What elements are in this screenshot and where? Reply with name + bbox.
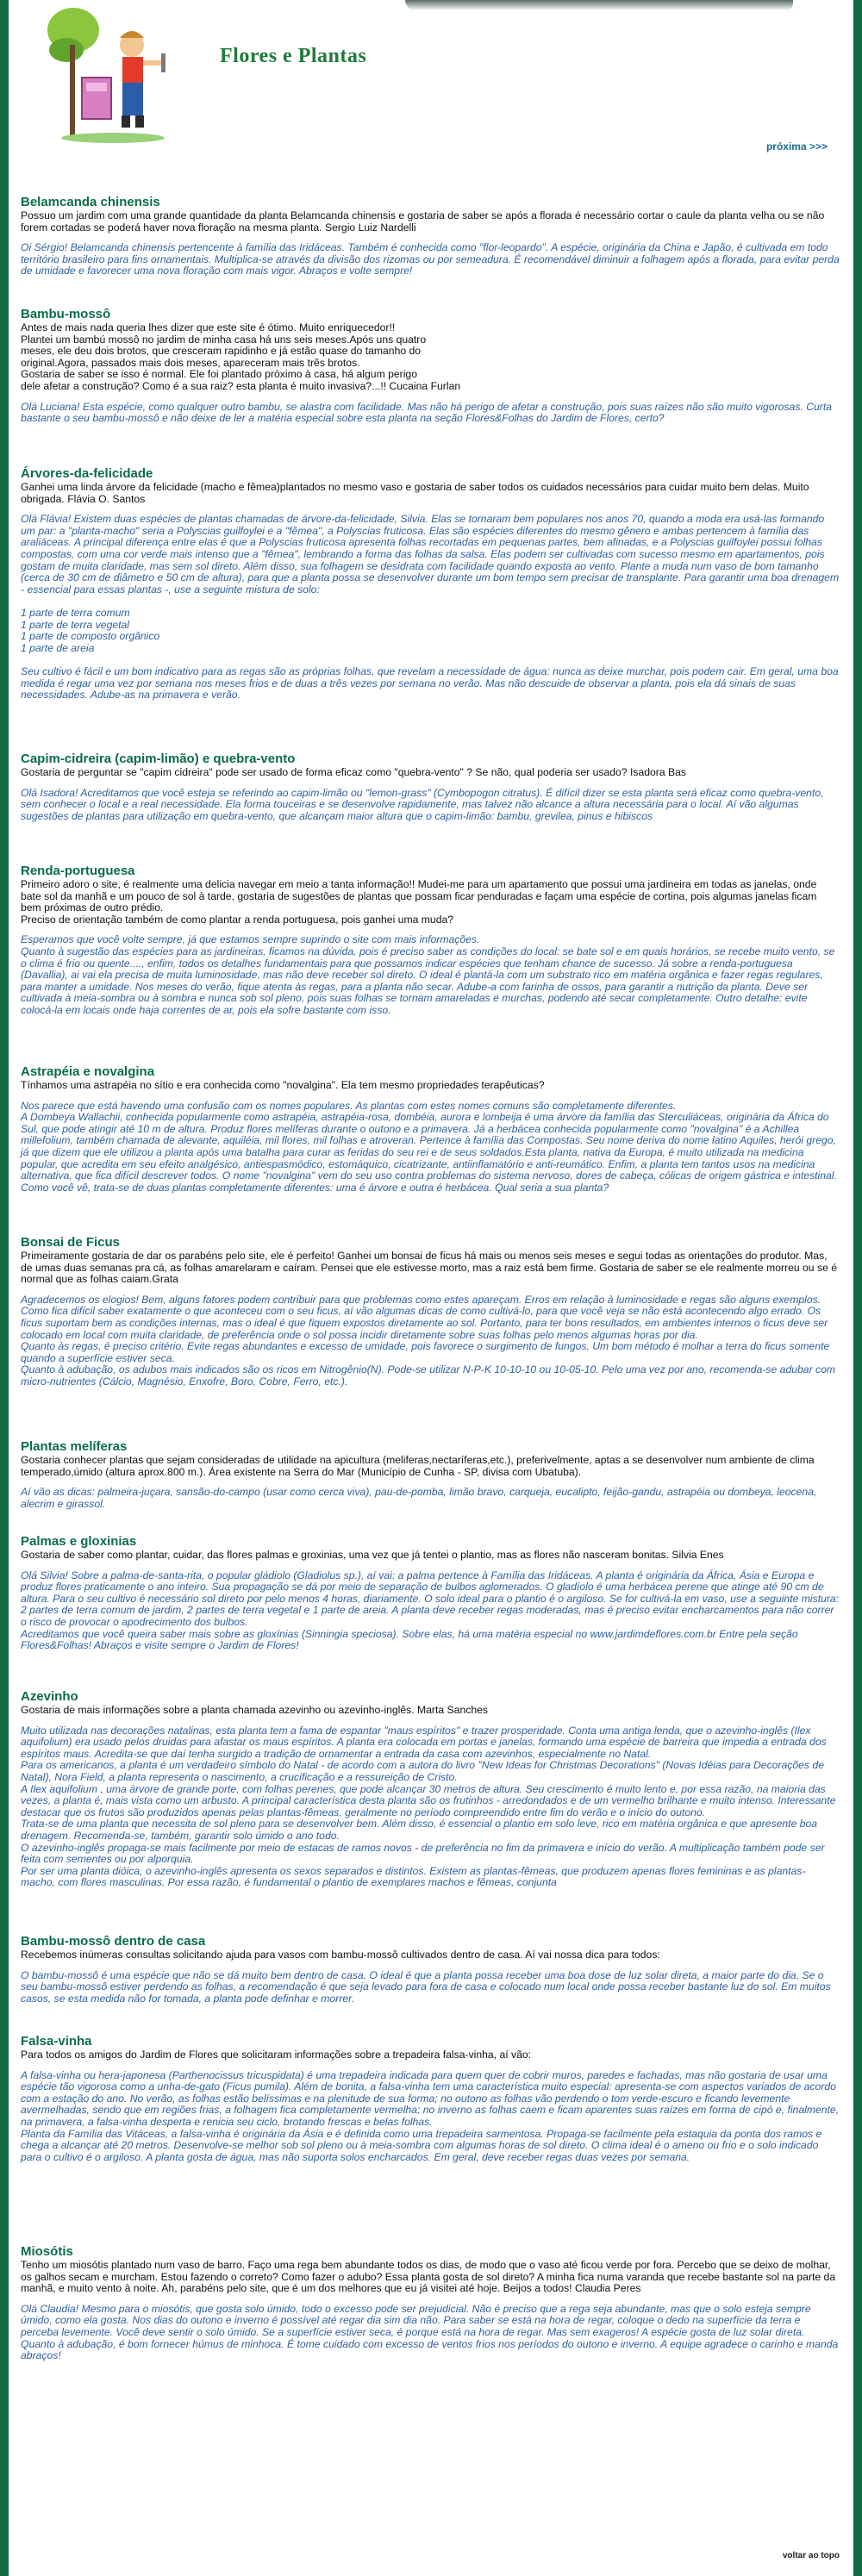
left-border [0, 0, 9, 2576]
faq-question: Antes de mais nada queria lhes dizer que este site é ótimo. Muito enriquecedor!! Plantei um bambú mossô no jardim de minha casa há uns seis meses.Após uns quatro meses, ele deu dois brotos, que cresceram rapidinho e já estão quase do tamanho do original.Agora, passados mais dois meses, apareceram mais três brotos. Gostaria de saber se isso é normal. Ele foi plantado próximo à casa, há algum perigo dele afetar a construção? Como é a sua raiz? esta planta é muito invasiva?...!! Cucaina Furlan [21, 321, 461, 392]
faq-title: Árvores-da-felicidade [21, 466, 153, 481]
faq-question: Primeiro adoro o site, é realmente uma delicia navegar em meio a tanta informação!! Mudei-me para um apartamento que possui uma jardineira em todas as janelas, onde bate sol da manhã e um pouco de sol à tarde, gostaria de sugestões de plantas que possam ficar penduradas e façam uma espécie de cortina, pois algumas janelas ficam bem próximas de outro prédio. Preciso de orientação também de como plantar a renda portuguesa, pois ganhei uma muda? [21, 878, 817, 926]
faq-item [21, 307, 840, 425]
faq-answer: Olá Claudia! Mesmo para o miosótis, que gosta solo úmido, todo o excesso pode ser prejudicial. Não é preciso que a rega seja abundante, mas que o solo esteja sempre úmido, como ela gosta. Nos dias do outono e inverno é possível até regar dia sim dia não. Para saber se está na hora de regar, coloque o dedo na superfície da terra e perceba levemente. Você deve sentir o solo úmido. Se a superfície estiver seca, é porque está na hora de regar. Mas sem exageros! A espécie gosta de luz solar direta. Quanto à adubação, é bom fornecer húmus de minhoca. É tome cuidado com excesso de ventos frios nos períodos do outono e inverno. A equipe agradece o carinho e manda abraços! [21, 2302, 839, 2362]
faq-answer: O bambu-mossô é uma espécie que não se dá muito bem dentro de casa. O ideal é que a planta possa receber uma boa dose de luz solar direta, a maior parte do dia. Se o seu bambu-mossô estiver perdendo as folhas, a recomendação é que seja levado para fora de casa e colocado num local onde possa receber bastante luz do sol. Em muitos casos, se esta medida não for tomada, a planta pode definhar e morrer. [21, 1968, 831, 2005]
faq-title: Palmas e gloxinias [21, 1534, 137, 1549]
page-header [34, 0, 810, 147]
right-border [853, 0, 862, 2576]
faq-item [21, 1235, 840, 1388]
faq-item [21, 195, 840, 278]
faq-title: Astrapéia e novalgina [21, 1064, 155, 1079]
faq-question: Recebemos inúmeras consultas solicitando ajuda para vasos com bambu-mossô cultivados dentro de casa. Aí vai nossa dica para todos: [21, 1949, 660, 1961]
faq-answer: Aí vão as dicas: palmeira-juçara, sansão-do-campo (usar como cerca viva), pau-de-pomba, limão bravo, carqueja, eucalipto, feijão-gandu, astrapéia ou dombeya, leocena, alecrim e girassol. [21, 1486, 817, 1510]
faq-question: Possuo um jardim com uma grande quantidade da planta Belamcanda chinensis e gostaria de saber se após a florada é necessário cortar o caule da planta velha ou se não forem cortadas se poderá haver nova floração na mesma planta. Sergio Luiz Nardelli [21, 209, 825, 234]
faq-question: Gostaria de saber como plantar, cuidar, das flores palmas e groxinias, uma vez que já tentei o plantio, mas as flores não nasceram bonitas. Silvia Enes [21, 1549, 724, 1561]
faq-title: Plantas melíferas [21, 1439, 128, 1454]
faq-question: Ganhei uma linda árvore da felicidade (macho e fêmea)plantados no mesmo vaso e gostaria de saber todos os cuidados necessários para cuidar muito bem delas. Muito obrigada. Flávia O. Santos [21, 481, 809, 505]
faq-title: Bonsai de Ficus [21, 1235, 121, 1250]
faq-answer: Esperamos que você volte sempre, já que estamos sempre suprindo o site com mais informações. Quanto à sugestão das espécies para as jardineiras, ficamos na dúvida, pois é preciso saber as condições do local: se bate sol e em quais horários, se recebe muito vento, se o clima é frio ou quente...., enfim, todos os detalhes fundamentais para que possamos indicar espécies que tenham chance de sucesso. Já sobre a renda-portuguesa (Davallia), ai vai ela precisa de muita luminosidade, mas não deve receber sol direto. O ideal é plantá-la com um substrato rico em matéria orgânica e fazer regas regulares, para manter a umidade. Nos meses do verão, fique atenta às regas, para a planta não secar. Adube-a com farinha de ossos, para garantir a nutrição da planta. Deve ser cultivada à meia-sombra ou à sombra e nunca sob sol pleno, pois suas folhas se tornam amareladas e murchas, podendo até secar completamente. Outro detalhe: evite colocá-la em locais onde haja correntes de ar, pois ela sofre bastante com isso. [21, 933, 835, 1016]
back-to-top-link[interactable]: voltar ao topo [782, 2551, 840, 2560]
faq-answer: Nos parece que está havendo uma confusão com os nomes populares. As plantas com estes nomes comuns são completamente diferentes. A Dombeya Wallachii, conhecida popularmente como astrapéia, astrapéia-rosa, dombéia, aurora e lombeija é uma árvore da família das Sterculiáceas, originária da África do Sul, que pode atingir até 10 m de altura. Produz flores melíferas durante o outono e a primavera. Já a herbácea conhecida popularmente como "novalgina" é a Achillea millefolium, também chamada de alevante, aquiléia, mil flores, mil folhas e atroveran. Pertence à família das Compostas. Seu nome deriva do nome latino Aquiles, herói grego, já que dizem que ele utilizou a planta após uma batalha para curar as feridas do seu rei e de seus soldados.Esta planta, nativa da Europa, é muito utilizada na medicina popular, que acredita em seu efeito analgésico, antiespasmódico, estomáquico, cicatrizante, antiinflamatório e anti-reumático. Enfim, a planta tem tantos usos na medicina alternativa, que fica difícil descrever todos. O nome "novalgina" vem do seu uso contra problemas do sistema nervoso, dores de cabeça, cólicas de origem gástrica e intestinal. Como você vê, trata-se de duas plantas completamente diferentes: uma é árvore e outra é herbácea. Qual seria a sua planta? [21, 1099, 837, 1194]
faq-title: Renda-portuguesa [21, 864, 135, 878]
faq-item [21, 2244, 840, 2362]
faq-question: Tenho um miosótis plantado num vaso de barro. Faço uma rega bem abundante todos os dias, de modo que o vaso até ficou verde por fora. Percebo que se deixo de molhar, os galhos secam e murcham. Estou fazendo o correto? Como fazer o adubo? Essa planta gosta de sol direto? A minha fica numa varanda que recebe bastante sol na parte da manhã, e muito vento à noite. Ah, parabéns pelo site, que é um dos melhores que eu já visitei até hoje. Beijos a todos! Claudia Peres [21, 2259, 836, 2295]
faq-title: Miosótis [21, 2244, 73, 2259]
faq-question: Para todos os amigos do Jardim de Flores que solicitaram informações sobre a trepadeira falsa-vinha, aí vão: [21, 2049, 532, 2061]
faq-answer: Olá Flávia! Existem duas espécies de plantas chamadas de árvore-da-felicidade, Silvia. Elas se tornaram bem populares nos anos 70, quando a moda era usá-las formando um par: a "planta-macho" seria a Polyscias guilfoylei e a "fêmea", a Polyscias fruticosa. Elas são espécies diferentes do mesmo gênero e ambas pertencem à família das araliáceas. A principal diferença entre elas é que a Polyscias fruticosa apresenta folhas recortadas em pequenas partes, bem afinadas, e a Polyscias guilfoylei possui folhas compostas, com uma cor verde mais intenso que a "fêmea", lembrando a forma das folhas da salsa. Elas podem ser cultivadas com sucesso mesmo em apartamentos, pois gostam de muita claridade, mas sem sol direto. Além disso, sua folhagem se desidrata com facilidade quando exposta ao vento. Plante a muda num vaso de bom tamanho (cerca de 30 cm de diâmetro e 50 cm de altura), para que a planta possa se desenvolver durante um bom tempo sem precisar de transplante. Para garantir uma boa drenagem - essencial para essas plantas -, use a seguinte mistura de solo: 1 parte de terra comum 1 parte de terra vegetal 1 parte de composto orgânico 1 parte de areia Seu cultivo é fácil e um bom indicativo para as regas são as próprias folhas, que revelam a necessidade de água: nunca as deixe murchar, pois podem cair. Em geral, uma boa medida é regar uma vez por semana nos meses frios e de duas a três vezes por semana no verão. Mas não descuide de observar a planta, pois ela dá sinais de suas necessidades. Adube-as na primavera e verão. [21, 513, 840, 702]
faq-item [21, 466, 840, 702]
faq-question: Gostaria de perguntar se "capim cidreira" pode ser usado de forma eficaz como "quebra-vento" ? Se não, qual poderia ser usado? Isadora Bas [21, 766, 687, 778]
faq-answer: A falsa-vinha ou hera-japonesa (Parthenocissus tricuspidata) é uma trepadeira indicada para quem quer de cobrir muros, paredes e fachadas, mas não gostaria de usar uma espécie tão vigorosa como a unha-de-gato (Ficus pumila). Além de bonita, a falsa-vinha tem uma característica muito especial: apresenta-se com aspectos variados de acordo com a estação do ano. No verão, as folhas estão belíssimas e na plenitude de sua forma; no outono as folhas vão perdendo o tom verde-escuro e ficando levemente avermelhadas, sendo que em regiões frias, a folhagem fica completamente vermelha; no inverno as folhas caem e ficam aparentes suas raízes em forma de cipó e, finalmente, na primavera, a falsa-vinha desperta e renicia seu ciclo, brotando frescas e belas folhas. Planta da Família das Vitáceas, a falsa-vinha é originária da Ásia e é definida como uma trepadeira sarmentosa. Propaga-se facilmente pela estaquia da ponta dos ramos e chega a alcançar até 20 metros. Desenvolve-se melhor sob sol pleno ou à meia-sombra com algumas horas de sol direto. O clima ideal é o ameno ou frio e o solo indicado para o cultivo é o argiloso. A planta gosta de água, mas não suporta solos encharcados. Em geral, deve receber regas duas vezes por semana. [21, 2068, 840, 2163]
faq-question: Gostaria de mais informações sobre a planta chamada azevinho ou azevinho-inglês. Marta Sanches [21, 1704, 488, 1716]
faq-answer: Olá Isadora! Acreditamos que você esteja se referindo ao capim-limão ou "lemon-grass" (Cymbopogon citratus). É difícil dizer se esta planta será eficaz como quebra-vento, sem conhecer o local e a real necessidade. Ela forma touceiras e se desenvolve rapidamente, mas talvez não alcance a altura necessária para o local. Aí vão algumas sugestões de plantas para utilização em quebra-vento, que alcançam maior altura que o capim-limão: bambu, grevilea, pinus e hibiscos [21, 786, 824, 822]
faq-answer: Oi Sérgio! Belamcanda chinensis pertencente à família das Iridáceas. Também é conhecida como "flor-leopardo". A espécie, originária da China e Japão, é cultivada em todo território brasileiro para fins ornamentais. Multiplica-se através da divisão dos rizomas ou por semeadura. É recomendável diminuir a folhagem após a florada, para evitar perda de umidade e favorecer uma nova floração com mais vigor. Abraços e volte sempre! [21, 241, 840, 278]
faq-title: Bambu-mossô dentro de casa [21, 1934, 206, 1949]
faq-item [21, 1064, 840, 1194]
faq-item [21, 752, 840, 822]
faq-answer: Muito utilizada nas decorações natalinas, esta planta tem a fama de espantar "maus espíritos" e trazer prosperidade. Conta uma antiga lenda, que o azevinho-inglês (Ilex aquifolium) era usado pelos druidas para afastar os maus espíritos. A planta era colocada em portas e janelas, formando uma espécie de barreira que impedia a entrada dos espíritos maus. Acredita-se que daí tenha surgido a tradição de ornamentar a entrada da casa com azevinhos, especialmente no Natal. Para os americanos, a planta é um verdadeiro símbolo do Natal - de acordo com a autora do livro "New Ideas for Christmas Decorations" (Novas Idéias para Decorações de Natal), Nora Field, a planta representa o nascimento, a crucificação e a ressureição de Cristo. A Ilex aquifolium , uma árvore de grande porte, com folhas perenes, que pode alcançar 30 metros de altura. Seu crescimento é muito lento e, por essa razão, na maioria das vezes, a planta é, mais vista como um arbusto. A principal característica desta planta são os frutinhos - arredondados e de um vermelho brilhante e muito intenso. Interessante destacar que os frutos são produzidos apenas pelas plantas-fêmeas, geralmente no período compreendido entre fim do verão e o início do outono. Trata-se de uma planta que necessita de sol pleno para se desenvolver bem. Além disso, é essencial o plantio em solo leve, rico em matéria orgânica e que apresente boa drenagem. Recomenda-se, também, garantir solo úmido o ano todo. O azevinho-inglês propaga-se mais facilmente por meio de estacas de ramos novos - de preferência no fim da primavera e início do verão. A multiplicação também pode ser feita com sementes ou por alporquia. Por ser uma planta dióica, o azevinho-inglês apresenta os sexos separados e distintos. Existem as plantas-fêmeas, que produzem apenas flores femininas e as plantas-macho, com flores masculinas. Por essa razão, é fundamental o plantio de exemplares machos e fêmeas, conjunta [21, 1724, 836, 1889]
faq-title: Bambu-mossô [21, 307, 111, 321]
faq-title: Falsa-vinha [21, 2034, 92, 2049]
faq-title: Belamcanda chinensis [21, 195, 160, 209]
faq-item [21, 2034, 840, 2163]
faq-answer: Olá Luciana! Esta espécie, como qualquer outro bambu, se alastra com facilidade. Mas não há perigo de afetar a construção, pois suas raízes não são muito vigorosas. Curta bastante o seu bambu-mossô e não deixe de ler a matéria especial sobre esta planta na seção Flores&Folhas do Jardim de Flores, certo? [21, 400, 832, 425]
faq-item [21, 1689, 840, 1889]
next-page-link[interactable]: próxima >>> [765, 140, 828, 153]
faq-answer: Agradecemos os elogios! Bem, alguns fatores podem contribuir para que problemas como estes apareçam. Erros em relação à luminosidade e regas são alguns exemplos. Como fica difícil saber exatamente o que aconteceu com o seu ficus, aí vão algumas dicas de como cultivá-lo, para que você veja se não está acontecendo algo errado. Os ficus suportam bem as condições internas, mas o ideal é que fiquem expostos diretamente ao sol. Portanto, para ter bons resultados, em ambientes internos o ficus deve ser colocado em local com muita claridade, de preferência onde o sol possa incidir diretamente sobre suas folhas pelo menos algumas horas por dia. Quanto às regas, é preciso critério. Evite regas abundantes e excesso de umidade, pois favorece o surgimento de fungos. Um bom método é molhar a terra do ficus somente quando a superfície estiver seca. Quanto à adubação, os adubos mais indicados são os ricos em Nitrogênio(N). Pode-se utilizar N-P-K 10-10-10 ou 10-05-10. Pelo uma vez por ano, recomenda-se adubar com micro-nutrientes (Cálcio, Magnésio, Enxofre, Boro, Cobre, Ferro, etc.). [21, 1293, 836, 1388]
faq-title: Azevinho [21, 1689, 78, 1704]
site-logo [47, 0, 177, 147]
faq-item [21, 1534, 840, 1652]
faq-question: Tínhamos uma astrapéia no sítio e era conhecida como "novalgina". Ela tem mesmo propriedades terapêuticas? [21, 1079, 545, 1091]
faq-item [21, 1934, 840, 2005]
faq-item [21, 864, 840, 1017]
faq-question: Primeiramente gostaria de dar os parabéns pelo site, ele é perfeito! Ganhei um bonsai de ficus há mais ou menos seis meses e segui todas as orientações do produtor. Mas, de umas duas semanas pra cá, as folhas amarelaram e caíram. Pensei que ele estivesse morto, mas a raiz está bem firme. Gostaria de saber se ele realmente morreu ou se é normal que as folhas caiam.Grata [21, 1250, 838, 1286]
site-title: Flores e Plantas [220, 45, 367, 67]
faq-question: Gostaria conhecer plantas que sejam consideradas de utilidade na apicultura (meliferas,nectaríferas,etc.), preferivelmente, aptas a se desenvolver num ambiente de clima temperado,úmido (altura aprox.800 m.). Área existente na Serra do Mar (Município de Cunha - SP, divisa com Ubatuba). [21, 1454, 815, 1478]
faq-title: Capim-cidreira (capim-limão) e quebra-vento [21, 752, 296, 766]
faq-item [21, 1439, 840, 1510]
gardener-mascot-icon [47, 0, 177, 147]
faq-answer: Olá Silvia! Sobre a palma-de-santa-rita, o popular gládiolo (Gladiolus sp.), aí vai: a palma pertence à Família das Iridáceas. A planta é originária da África, Ásia e Europa e produz flores praticamente o ano inteiro. Sua propagação se dá por meio de separação de bulbos aglomerados. O gladíolo é uma herbácea perene que atinge até 90 cm de altura. Para o seu cultivo é necessário sol direto por pelo menos 4 horas, diariamente. O solo ideal para o plantio é o argiloso. Se for cultivá-la em vaso, use a seguinte mistura: 2 partes de terra comum de jardim, 2 partes de terra vegetal e 1 parte de areia. A planta deve receber regas moderadas, mas é preciso evitar encharcamentos para não correr o risco de provocar o apodrecimento dos bulbos. Acreditamos que você queira saber mais sobre as gloxínias (Sinningia speciosa). Sobre elas, há uma matéria especial no www.jardimdeflores.com.br Entre pela seção Flores&Folhas! Abraços e visite sempre o Jardim de Flores! [21, 1569, 840, 1652]
